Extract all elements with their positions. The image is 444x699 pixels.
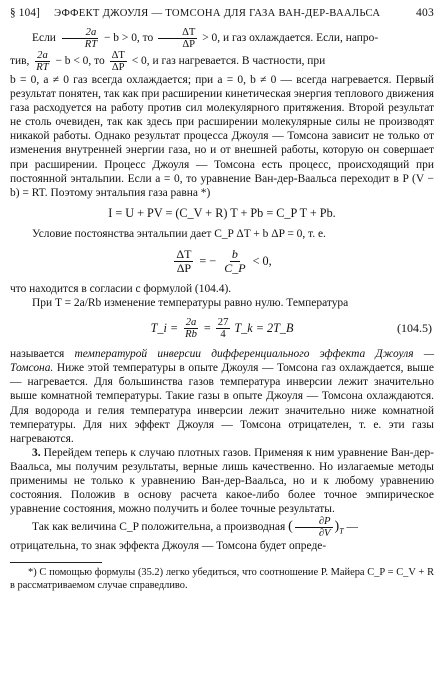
text: = [203,321,211,336]
text: Если [32,32,56,45]
subscript: T [339,526,344,536]
paragraph-4: При T = 2a/Rb изменение температуры равно нулю. Температура [32,297,349,310]
fraction [34,50,50,73]
text: Ниже этой температуры в опыте Джоуля — Томсона газ охлаждается, выше — нагревается. Для большинства газов температура инверсии лежит значительно выше комнатной температуры. Такие газы в опыте Джоуля — Томсона охлаждаются. Для водорода и гелия температура инверсии лежит значительно ниже комнатной температуры. Для них эффект Джоуля — Томсона отрицателен, т. е. эти газы нагреваются. [10,362,434,445]
denominator: ∂V [318,528,331,540]
running-header [10,6,434,19]
section-number: § 104] [10,7,41,19]
paragraph-1-line-2 [10,50,434,73]
fraction [216,317,231,340]
numerator: 2a [185,317,197,329]
footnote-rule [10,562,102,563]
fraction [183,317,199,340]
numerator: 2a [37,50,48,61]
text: < 0, и газ нагревается. В частности, при [131,55,326,68]
text: > 0, и газ охлаждается. Если, напро- [202,32,379,45]
numerator: b [231,246,238,261]
denominator: RT [84,39,98,50]
numerator: ΔT [158,27,197,39]
text: T_k = 2T_B [234,321,294,336]
text: T_i = [150,321,179,336]
numerator: 27 [217,317,229,329]
paren: ) [334,519,340,535]
fraction [158,27,197,50]
text: то [94,55,105,68]
text: − b < 0, [55,55,92,68]
item-number: 3. [32,446,41,459]
denominator: RT [36,62,49,73]
paragraph-2: Условие постоянства энтальпии дает C_P ΔT + b ΔP = 0, т. е. [32,227,326,240]
text: < 0, [252,253,272,268]
denominator: 4 [220,329,226,341]
numerator: ΔT [111,50,125,61]
fraction [174,248,193,275]
paragraph-1-body: b = 0, a ≠ 0 газ всегда охлаждается; при a = 0, b ≠ 0 — всегда нагревается. Первый результат понятен, так как при расширении кинетическая энергия теплового движения газа расходуется на работу против сил молекулярного притяжения. Второй результат не столь очевиден, так как здесь при расширении молекулярные силы не производят никакой работы. Однако результат процесса Джоуля — Томсона зависит не только от изменения внутренней энергии газа, но и от внешней работы, которую он совершает при расширении. Процесс Джоуля — Томсона есть процесс, происходящий при постоянной энтальпии. Если a = 0, то уравнение Ван-дер-Ваальса переходит в P (V − b) = RT. Поэтому энтальпия газа равна *) [10,74,434,199]
paragraph-7-line-1 [10,516,434,539]
equation-inversion [10,317,434,340]
denominator: Rb [185,329,197,341]
numerator: 2a [62,27,99,39]
denominator: ΔP [182,39,196,50]
equation-ratio [10,248,434,275]
fraction [295,516,333,539]
fraction [61,27,99,50]
emphasized-term: температурой инверсии дифференциального эффекта Джоуля — Томсона. [10,348,434,375]
equation-enthalpy: I = U + PV = (C_V + R) T + Pb = C_P T + Pb. [108,205,336,220]
text: то [142,32,154,45]
paragraph-6 [10,446,434,516]
denominator: ΔP [111,62,125,73]
text: тив, [10,55,30,68]
text: − b > 0, [104,32,140,45]
running-title: ЭФФЕКТ ДЖОУЛЯ — ТОМСОНА ДЛЯ ГАЗА ВАН-ДЕР-ВААЛЬСА [54,8,381,19]
text: называется [10,348,65,361]
text: Так как величина C_P положительна, а производная [32,521,286,534]
equation-number: (104.5) [397,321,432,336]
paren: ( [288,519,293,535]
fraction [110,50,127,73]
paragraph-1-line-1 [10,27,434,50]
paragraph-5 [10,347,434,446]
numerator: ΔT [176,246,192,261]
page-number: 403 [416,6,434,19]
text: — [346,521,358,534]
paragraph-7-line-2: отрицательна, то знак эффекта Джоуля — Томсона будет опреде- [10,540,327,553]
fraction [222,248,247,275]
numerator: ∂P [295,516,333,528]
text: = − [199,253,217,268]
paragraph-3: что находится в согласии с формулой (104.4). [10,282,232,295]
denominator: C_P [224,260,246,275]
text: Перейдем теперь к случаю плотных газов. Применяя к ним уравнение Ван-дер-Ваальса, мы получим результаты, верные лишь качественно. Но излагаемые методы применимы не только к уравнению Ван-дер-Ваальса, но и к любому уравнению состояния. Положив в основу расчета какое-либо более точное эмпирическое уравнение состояния, можно получить и более точные результаты. [10,446,434,516]
denominator: ΔP [176,260,192,275]
footnote: *) С помощью формулы (35.2) легко убедиться, что соотношение Р. Майера C_P = C_V + R в рассматриваемом случае справедливо. [10,567,434,591]
